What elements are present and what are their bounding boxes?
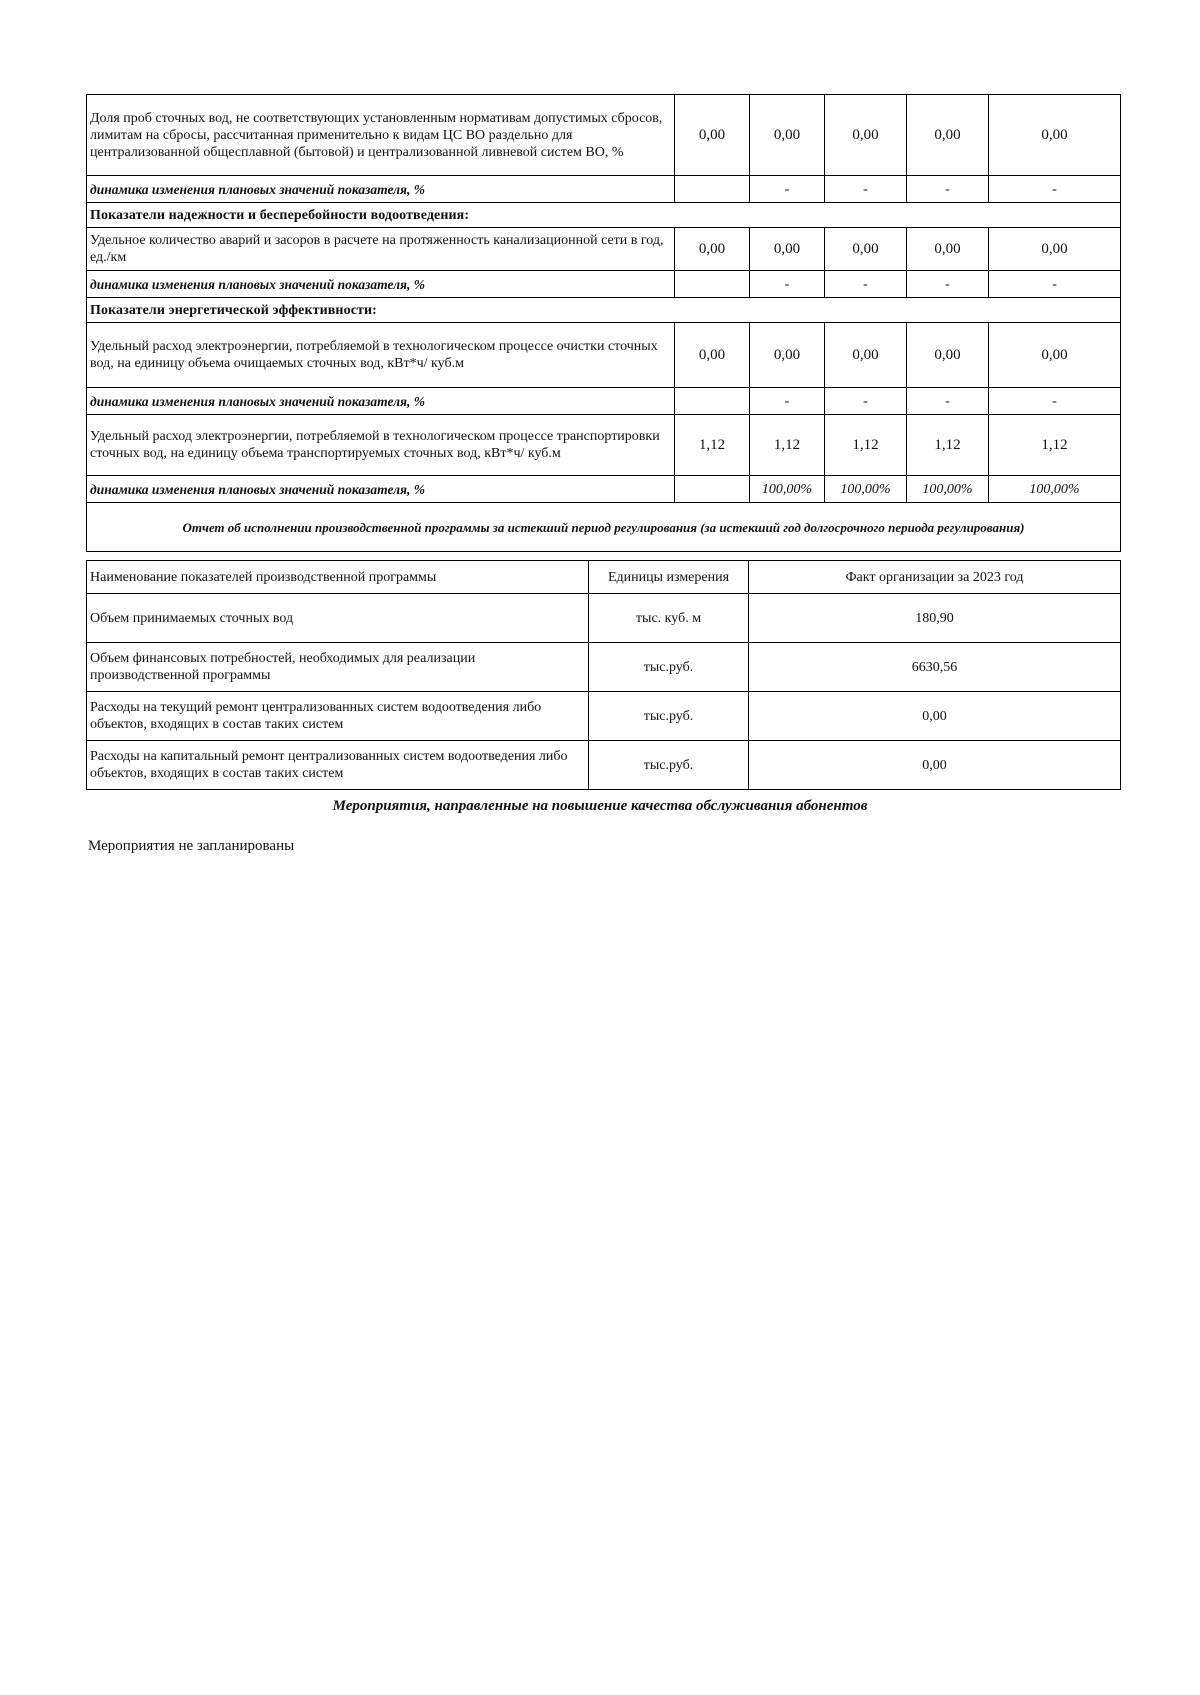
indicator-value: 0,00 xyxy=(750,95,825,176)
indicator-value: 0,00 xyxy=(989,95,1121,176)
dynamics-value: - xyxy=(907,271,989,298)
report-row xyxy=(87,692,1121,741)
report-header-fact: Факт организации за 2023 год xyxy=(749,561,1121,594)
indicator-value: 1,12 xyxy=(825,415,907,476)
indicator-value: 0,00 xyxy=(675,95,750,176)
dynamics-label: динамика изменения плановых значений показателя, % xyxy=(87,176,675,203)
indicator-value: 1,12 xyxy=(907,415,989,476)
report-row xyxy=(87,643,1121,692)
dynamics-row xyxy=(87,176,1121,203)
indicator-row xyxy=(87,95,1121,176)
dynamics-value: - xyxy=(825,388,907,415)
indicator-value: 1,12 xyxy=(675,415,750,476)
section-header: Показатели энергетической эффективности: xyxy=(87,298,1121,323)
report-row xyxy=(87,741,1121,790)
indicator-value: 0,00 xyxy=(675,323,750,388)
dynamics-value: - xyxy=(907,176,989,203)
indicator-row xyxy=(87,228,1121,271)
section-header-row xyxy=(87,298,1121,323)
dynamics-value: 100,00% xyxy=(989,476,1121,503)
dynamics-value: - xyxy=(750,271,825,298)
dynamics-value: 100,00% xyxy=(907,476,989,503)
dynamics-value: 100,00% xyxy=(750,476,825,503)
indicator-row xyxy=(87,323,1121,388)
indicator-value: 0,00 xyxy=(750,228,825,271)
indicator-value: 0,00 xyxy=(989,323,1121,388)
report-header-unit: Единицы измерения xyxy=(589,561,749,594)
dynamics-row xyxy=(87,476,1121,503)
indicator-row xyxy=(87,415,1121,476)
report-row-unit: тыс. куб. м xyxy=(589,594,749,643)
report-row-name: Объем финансовых потребностей, необходимых для реализации производственной программы xyxy=(87,643,589,692)
report-title-row xyxy=(87,503,1121,552)
dynamics-value xyxy=(675,176,750,203)
dynamics-value: - xyxy=(750,176,825,203)
dynamics-label: динамика изменения плановых значений показателя, % xyxy=(87,271,675,298)
dynamics-value: - xyxy=(989,271,1121,298)
report-row xyxy=(87,594,1121,643)
indicator-value: 1,12 xyxy=(989,415,1121,476)
report-header-name: Наименование показателей производственной программы xyxy=(87,561,589,594)
report-row-value: 0,00 xyxy=(749,741,1121,790)
dynamics-row xyxy=(87,388,1121,415)
report-title: Отчет об исполнении производственной программы за истекший период регулирования (за истекший год долгосрочного периода регулирования) xyxy=(87,503,1121,552)
dynamics-value xyxy=(675,388,750,415)
dynamics-value: - xyxy=(907,388,989,415)
section-header: Показатели надежности и бесперебойности водоотведения: xyxy=(87,203,1121,228)
dynamics-value: - xyxy=(825,176,907,203)
report-header-row xyxy=(87,561,1121,594)
indicator-value: 0,00 xyxy=(750,323,825,388)
indicator-value: 0,00 xyxy=(825,228,907,271)
report-row-name: Расходы на текущий ремонт централизованных систем водоотведения либо объектов, входящих в состав таких систем xyxy=(87,692,589,741)
report-row-value: 0,00 xyxy=(749,692,1121,741)
report-row-name: Расходы на капитальный ремонт централизованных систем водоотведения либо объектов, входящих в состав таких систем xyxy=(87,741,589,790)
measures-heading: Мероприятия, направленные на повышение качества обслуживания абонентов xyxy=(332,798,868,814)
report-row-name: Объем принимаемых сточных вод xyxy=(87,594,589,643)
report-row-unit: тыс.руб. xyxy=(589,741,749,790)
indicator-value: 0,00 xyxy=(907,323,989,388)
indicator-value: 0,00 xyxy=(907,95,989,176)
indicator-value: 0,00 xyxy=(825,323,907,388)
section-header-row xyxy=(87,203,1121,228)
dynamics-value: - xyxy=(825,271,907,298)
report-row-unit: тыс.руб. xyxy=(589,643,749,692)
indicator-value: 0,00 xyxy=(675,228,750,271)
dynamics-value xyxy=(675,476,750,503)
dynamics-value: - xyxy=(989,176,1121,203)
dynamics-value: - xyxy=(750,388,825,415)
indicator-value: 1,12 xyxy=(750,415,825,476)
report-table xyxy=(86,560,1121,790)
indicator-label: Удельное количество аварий и засоров в расчете на протяженность канализационной сети в год, ед./км xyxy=(87,228,675,271)
dynamics-value xyxy=(675,271,750,298)
dynamics-value: 100,00% xyxy=(825,476,907,503)
dynamics-label: динамика изменения плановых значений показателя, % xyxy=(87,476,675,503)
report-row-value: 6630,56 xyxy=(749,643,1121,692)
indicator-value: 0,00 xyxy=(825,95,907,176)
indicator-value: 0,00 xyxy=(907,228,989,271)
dynamics-row xyxy=(87,271,1121,298)
indicator-value: 0,00 xyxy=(989,228,1121,271)
indicators-table xyxy=(86,94,1121,552)
indicator-label: Удельный расход электроэнергии, потребляемой в технологическом процессе очистки сточных вод, на единицу объема очищаемых сточных вод, кВт*ч/ куб.м xyxy=(87,323,675,388)
report-row-value: 180,90 xyxy=(749,594,1121,643)
indicator-label: Доля проб сточных вод, не соответствующих установленным нормативам допустимых сбросов, лимитам на сбросы, рассчитанная применительно к видам ЦС ВО раздельно для централизованной общесплавной (бытовой) и централизованной ливневой систем ВО, % xyxy=(87,95,675,176)
indicator-label: Удельный расход электроэнергии, потребляемой в технологическом процессе транспортировки сточных вод, на единицу объема транспортируемых сточных вод, кВт*ч/ куб.м xyxy=(87,415,675,476)
measures-note: Мероприятия не запланированы xyxy=(88,838,295,854)
dynamics-value: - xyxy=(989,388,1121,415)
report-row-unit: тыс.руб. xyxy=(589,692,749,741)
dynamics-label: динамика изменения плановых значений показателя, % xyxy=(87,388,675,415)
